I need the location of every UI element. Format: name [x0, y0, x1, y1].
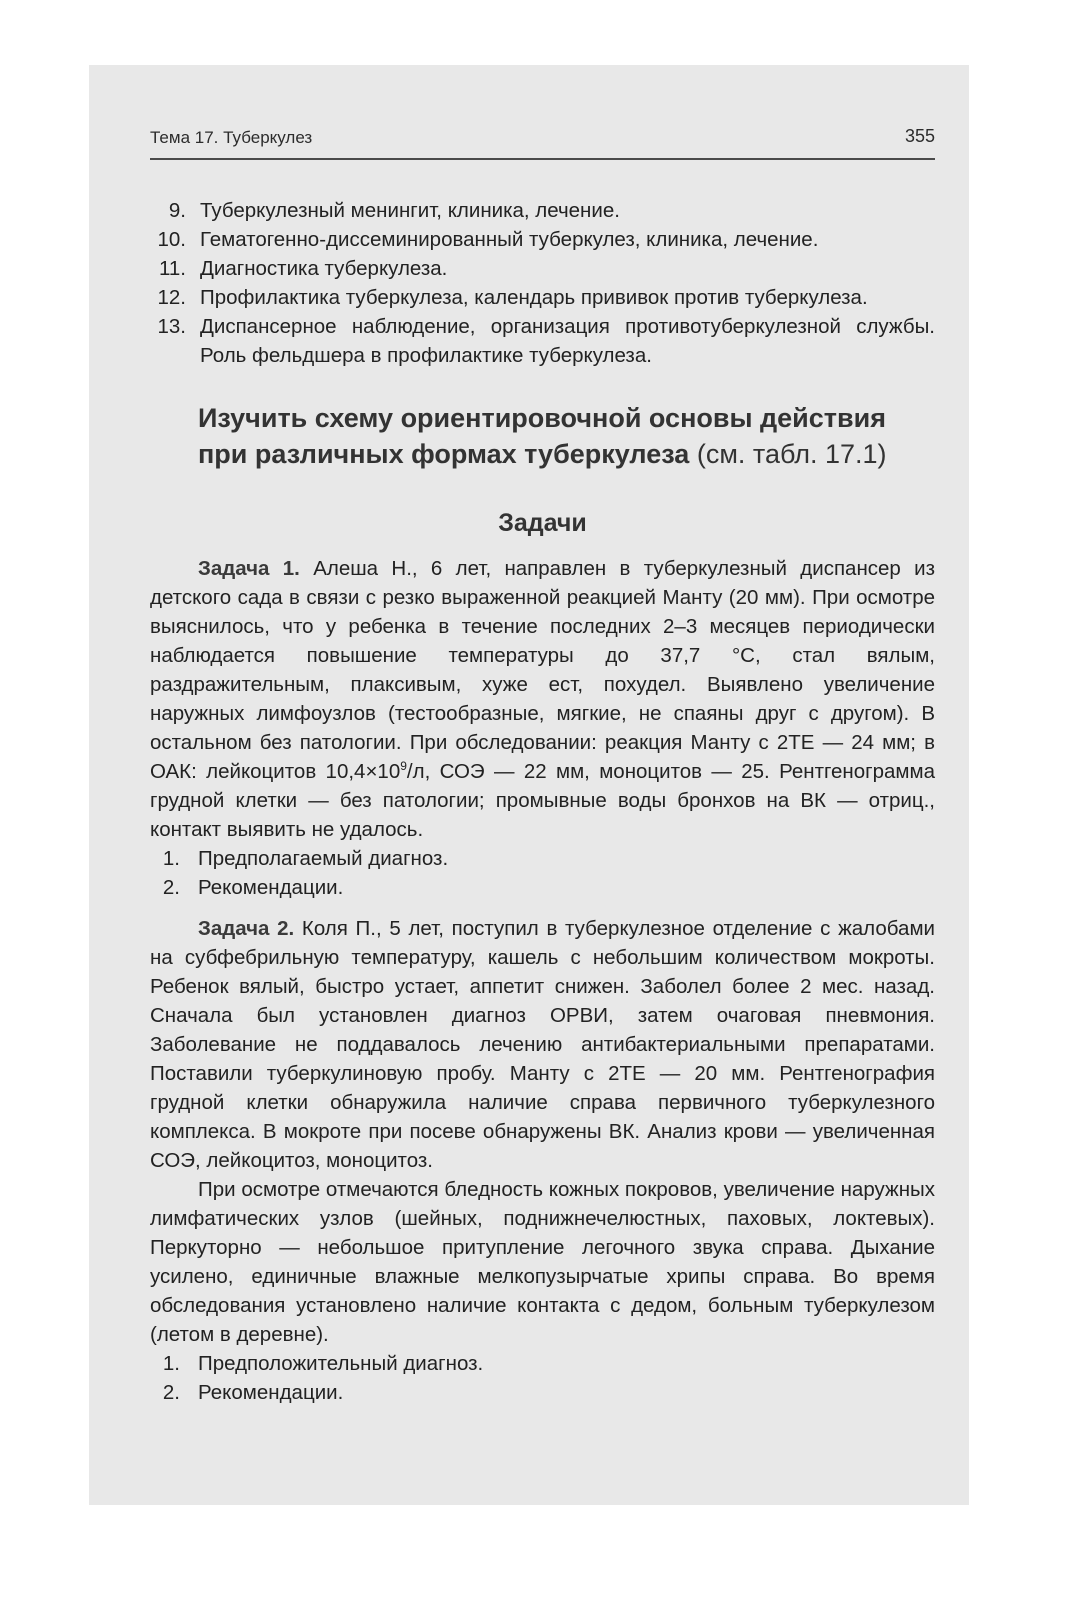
task-2-text: Задача 2. Коля П., 5 лет, поступил в туберкулезное отделение с жалобами на субфебрильную температуру, кашель с небольшим количеством мокроты. Ребенок вялый, быстро устает, аппетит снижен. Заболел более 2 мес. назад. Сначала был установлен диагноз ОРВИ, затем очаговая пневмония. Заболевание не поддавалось лечению антибактериальными препаратами. Поставили туберкулиновую пробу. Манту с 2ТЕ — 20 мм. Рентгенография грудной клетки обнаружила наличие справа первичного туберкулезного комплекса. В мокроте при посеве обнаружены ВК. Анализ крови — увеличенная СОЭ, лейкоцитоз, моноцитоз.	[150, 917, 935, 1172]
chapter-title: Тема 17. Туберкулез	[150, 128, 313, 147]
list-item: 1. Предполагаемый диагноз.	[162, 847, 449, 870]
list-item: 10. Гематогенно-диссеминированный туберкулез, клиника, лечение.	[157, 228, 819, 251]
list-item: 2. Рекомендации.	[162, 1381, 344, 1404]
task-2-questions	[150, 1349, 935, 1407]
task-1	[150, 554, 935, 902]
table-reference: (см. табл. 17.1)	[689, 439, 887, 469]
page-number: 355	[904, 126, 935, 146]
task-2-text-continued: При осмотре отмечаются бледность кожных покровов, увеличение наружных лимфатических узлов (шейных, поднижнечелюстных, паховых, локтевых). Перкуторно — небольшое притупление легочного звука справа. Дыхание усилено, единичные влажные мелкопузырчатые хрипы справа. Во время обследования установлено наличие контакта с дедом, больным туберкулезом (летом в деревне).	[150, 1178, 935, 1346]
list-item: 1. Предположительный диагноз.	[162, 1352, 484, 1375]
running-header	[150, 124, 935, 160]
task-1-label: Задача 1.	[198, 557, 300, 580]
task-1-text: Задача 1. Алеша Н., 6 лет, направлен в туберкулезный диспансер из детского сада в связи с резко выраженной реакцией Манту (20 мм). При осмотре выяснилось, что у ребенка в течение последних 2–3 месяцев периодически наблюдается повышение температуры до 37,7 °С, стал вялым, раздражительным, плаксивым, хуже ест, похудел. Выявлено увеличение наружных лимфоузлов (тестообразные, мягкие, не спаяны друг с другом). В остальном без патологии. При обследовании: реакция Манту с 2ТЕ — 24 мм; в ОАК: лейкоцитов $10,4\times 10^9/л$, СОЭ — 22 мм, моноцитов — 25. Рентгенограмма грудной клетки — без патологии; промывные воды бронхов на ВК — отриц., контакт выявить не удалось.	[150, 557, 935, 841]
task-2-label: Задача 2.	[198, 917, 295, 940]
list-item: 12. Профилактика туберкулеза, календарь прививок против туберкулеза.	[157, 286, 868, 309]
question-list	[150, 196, 935, 370]
study-heading: Изучить схему ориентировочной основы действия при различных формах туберкулеза (см. табл. 17.1)	[198, 403, 887, 469]
section-heading: Задачи	[498, 509, 587, 537]
task-1-questions	[150, 844, 935, 902]
list-item: 2. Рекомендации.	[162, 876, 344, 899]
task-2	[150, 914, 935, 1407]
list-item: 9. Туберкулезный менингит, клиника, лечение.	[168, 199, 620, 222]
page-content	[150, 196, 935, 1407]
list-item: 11. Диагностика туберкулеза.	[159, 257, 448, 280]
list-item: 13. Диспансерное наблюдение, организация противотуберкулезной службы. Роль фельдшера в профилактике туберкулеза.	[157, 315, 935, 367]
